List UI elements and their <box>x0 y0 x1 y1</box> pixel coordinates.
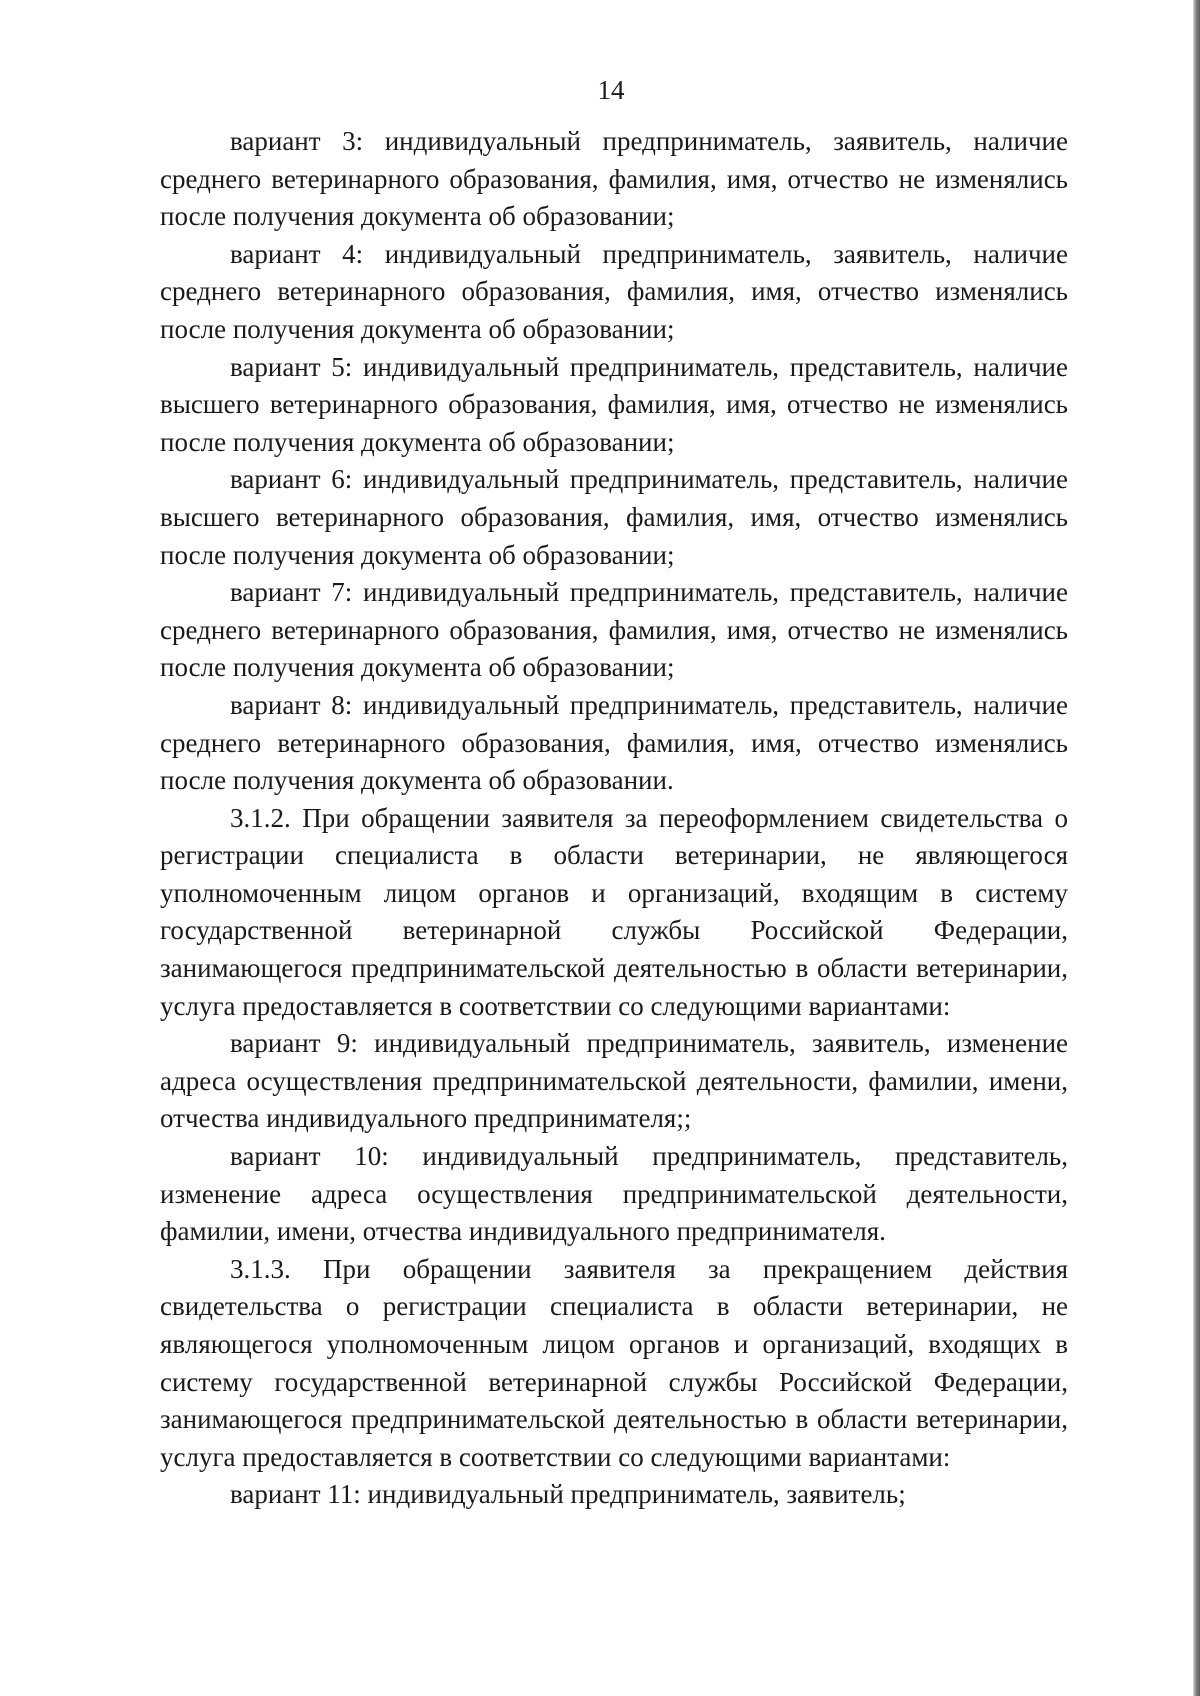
variant-3-paragraph: вариант 3: индивидуальный предприниматель, заявитель, наличие среднего ветеринарного образования, фамилия, имя, отчество не изменялись после получения документа об образовании; <box>160 126 1068 232</box>
variant-8-paragraph: вариант 8: индивидуальный предприниматель, представитель, наличие среднего ветеринарного образования, фамилия, имя, отчество изменялись после получения документа об образовании. <box>160 689 1068 796</box>
variant-6-paragraph: вариант 6: индивидуальный предприниматель, представитель, наличие высшего ветеринарного образования, фамилия, имя, отчество изменялись после получения документа об образовании; <box>160 464 1068 570</box>
variant-5-paragraph: вариант 5: индивидуальный предприниматель, представитель, наличие высшего ветеринарного образования, фамилия, имя, отчество не изменялись после получения документа об образовании; <box>160 351 1068 457</box>
variant-11-paragraph: вариант 11: индивидуальный предприниматель, заявитель; <box>230 1479 906 1510</box>
document-body <box>160 123 1068 1514</box>
section-3-1-3-paragraph: 3.1.3. При обращении заявителя за прекращением действия свидетельства о регистрации специалиста в области ветеринарии, не являющегося уполномоченным лицом органов и организаций, входящих в систему государственной ветеринарной службы Российской Федерации, занимающегося предпринимательской деятельностью в области ветеринарии, услуга предоставляется в соответствии со следующими вариантами: <box>160 1253 1068 1472</box>
variant-4-paragraph: вариант 4: индивидуальный предприниматель, заявитель, наличие среднего ветеринарного образования, фамилия, имя, отчество изменялись после получения документа об образовании; <box>160 238 1068 344</box>
variant-10-paragraph: вариант 10: индивидуальный предприниматель, представитель, изменение адреса осуществления предпринимательской деятельности, фамилии, имени, отчества индивидуального предпринимателя. <box>160 1141 1068 1247</box>
variant-9-paragraph: вариант 9: индивидуальный предприниматель, заявитель, изменение адреса осуществления предпринимательской деятельности, фамилии, имени, отчества индивидуального предпринимателя;; <box>160 1028 1068 1134</box>
variant-7-paragraph: вариант 7: индивидуальный предприниматель, представитель, наличие среднего ветеринарного образования, фамилия, имя, отчество не изменялись после получения документа об образовании; <box>160 577 1068 683</box>
page-number: 14 <box>597 75 625 105</box>
scan-edge-shadow <box>1193 0 1200 1696</box>
section-3-1-2-paragraph: 3.1.2. При обращении заявителя за переоформлением свидетельства о регистрации специалиста в области ветеринарии, не являющегося уполномоченным лицом органов и организаций, входящим в систему государственной ветеринарной службы Российской Федерации, занимающегося предпринимательской деятельностью в области ветеринарии, услуга предоставляется в соответствии со следующими вариантами: <box>160 802 1068 1021</box>
